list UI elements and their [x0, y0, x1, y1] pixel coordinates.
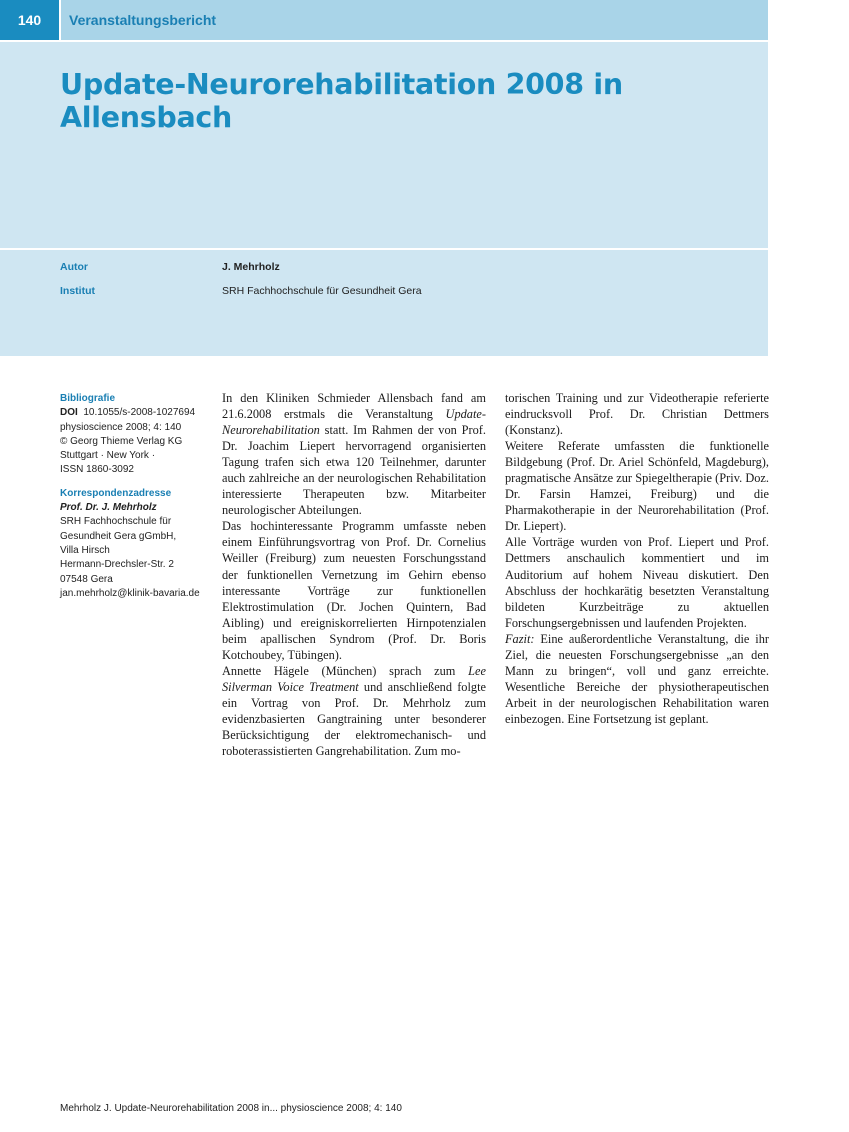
author-value: J. Mehrholz [222, 261, 280, 273]
paragraph: Alle Vorträge wurden von Prof. Liepert und Prof. Dettmers anschaulich kommentiert und im Auditorium auf hohem Niveau diskutiert. Den Abschluss der hochkarätig besetzten Veranstaltung bildeten Kurzbeiträge zu aktuellen Forschungsergebnissen und laufenden Projekten. [505, 535, 769, 630]
author-label: Autor [60, 261, 88, 273]
paragraph: Fazit: Eine außerordentliche Veranstaltung, die ihr Ziel, die neuesten Forschungsergebnisse „an den Mann zu bringen“, voll und ganz erreichte. Wesentliche Bereiche der physiotherapeutischen Arbeit in der neurologischen Rehabilitation waren einbezogen. Eine Fortsetzung ist geplant. [505, 631, 769, 726]
doi-link[interactable]: 10.1055/s-2008-1027694 [83, 407, 196, 419]
contact-name: Prof. Dr. J. Mehrholz [60, 502, 157, 514]
copyright: © Georg Thieme Verlag KG [60, 435, 183, 447]
section-label: Veranstaltungsbericht [69, 12, 217, 28]
running-header [0, 0, 768, 42]
institute-label: Institut [60, 285, 95, 297]
event-name: Update-Neurorehabilitation [222, 407, 486, 438]
paragraph: Das hochinteressante Programm umfasste neben einem Einführungsvortrag von Prof. Dr. Cornelius Weiller (Freiburg) zum neuesten Forschungsstand der funktionellen Vernetzung im Gehirn ebenso interessante Vorträge zur funktionellen Elektrostimulation (Dr. Jochen Quintern, Bad Aibling) und ereigniskorrelierten Hirnpotenzialen beim apallischen Syndrom (Prof. Dr. Boris Kotchoubey, Tübingen). [222, 519, 486, 662]
bibliography-heading: Bibliografie [60, 393, 116, 404]
email-link[interactable]: jan.mehrholz@klinik-bavaria.de [60, 587, 200, 599]
publisher-place: Stuttgart · New York · [60, 450, 156, 462]
correspondence-heading: Korrespondenzadresse [60, 487, 172, 499]
body-column-2 [505, 390, 769, 727]
paragraph: Weitere Referate umfassten die funktionelle Bildgebung (Prof. Dr. Ariel Schönfeld, Magdeburg), pragmatische Ansätze zur Spiegeltherapie (Priv. Doz. Dr. Farsin Hamzei, Freiburg) und die Pharmakotherapie in der Neurorehabilitation (Prof. Dr. Liepert). [505, 439, 769, 534]
doi-key: DOI [60, 407, 78, 419]
issn: ISSN 1860-3092 [60, 464, 134, 476]
page-number: 140 [0, 0, 61, 40]
address-line: 07548 Gera [60, 573, 113, 585]
paragraph: Annette Hägele (München) sprach zum Lee Silverman Voice Treatment und anschließend folgte ein Vortrag von Prof. Dr. Mehrholz zum evidenzbasierten Gangtraining unter besonderer Berücksichtigung der elektromechanisch- und roboterassistierten Gangrehabilitation. Zum mo- [222, 663, 486, 759]
institute-value: SRH Fachhochschule für Gesundheit Gera [222, 285, 422, 297]
address-line: Gesundheit Gera gGmbH, [60, 530, 177, 542]
paragraph: torischen Training und zur Videotherapie referierte eindrucksvoll Prof. Dr. Christian Dettmers (Konstanz). [505, 391, 769, 438]
journal-citation: physioscience 2008; 4: 140 [60, 421, 182, 433]
address-line: Hermann-Drechsler-Str. 2 [60, 559, 174, 571]
page-footer: Mehrholz J. Update-Neurorehabilitation 2008 in... physioscience 2008; 4: 140 [60, 1103, 402, 1114]
address-line: SRH Fachhochschule für [60, 516, 172, 528]
author-info-band [0, 250, 768, 356]
bibliography-sidebar [60, 392, 210, 601]
doi-line [60, 406, 210, 420]
address-line: Villa Hirsch [60, 544, 110, 556]
conclusion-label: Fazit: [505, 631, 535, 646]
title-band [0, 42, 768, 250]
article-title: Update-Neurorehabilitation 2008 in Allensbach [60, 68, 623, 134]
body-column-1 [222, 390, 486, 759]
treatment-name: Lee Silverman Voice Treatment [222, 663, 486, 694]
paragraph: In den Kliniken Schmieder Allensbach fand am 21.6.2008 erstmals die Veranstaltung Update-Neurorehabilitation statt. Im Rahmen der von Prof. Dr. Joachim Liepert hervorragend organisierten Tagung trafen sich etwa 120 Teilnehmer, darunter auch zahlreiche an der neurologischen Rehabilitation interessierte Therapeuten bzw. Mitarbeiter neurologischer Abteilungen. [222, 391, 486, 518]
